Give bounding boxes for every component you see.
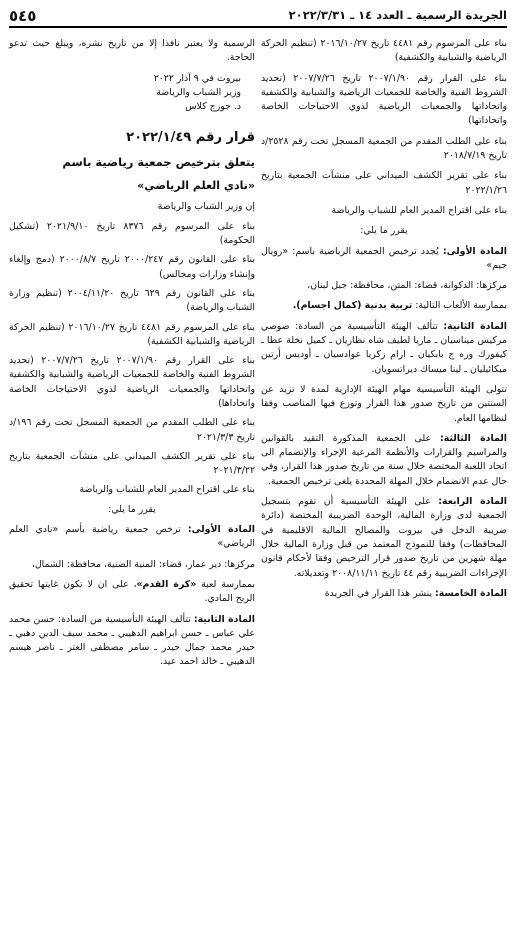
article-2-text: تتألف الهيئة التأسيسية من السادة: صوصي مركيس ميناسيان ـ ماريا لطيف شاه نظاريان ـ كميل نخلة عطا ـ كيفورك وره ج بابكيان ـ ارام زكريا عوادسيان ـ أوديس أرتين ميكائيليان ـ لينا ميساك ديراتسويان.	[261, 320, 507, 375]
article-5-continuation: الرسمية ولا يعتبر نافذا إلا من تاريخ نشره، ويبلغ حيث تدعو الحاجة.	[9, 38, 255, 64]
preamble-list	[9, 200, 255, 497]
preamble-request: بناء على الطلب المقدم من الجمعية المسجل تحت رقم ١٩٦/د تاريخ ٢٠٢١/٣/٣	[9, 417, 255, 443]
decision-title: يتعلق بترخيص جمعية رياضية باسم	[62, 155, 255, 170]
article-2	[9, 613, 255, 670]
left-column	[9, 37, 255, 676]
article-1-label: المادة الأولى:	[187, 524, 255, 536]
signature-place-date: بيروت في ٩ آذار ٢٠٢٢	[153, 72, 241, 84]
sports-intro: بممارسة الألعاب التالية:	[415, 300, 507, 312]
decides-heading: يقرر ما يلي:	[360, 225, 408, 237]
signature-title: وزير الشباب والرياضة	[156, 86, 241, 98]
signature-block	[9, 72, 255, 115]
page-header	[9, 6, 507, 28]
preamble-decision-90: بناء على القرار رقم ٢٠٠٧/١/٩٠ تاريخ ٢٠٠٧/٧/٢٦ (تحديد الشروط الفنية والخاصة للجمعيات الرياضية والشبابية والكشفية واتحاداتها والجمعيات الرياضية لذوي الاحتياجات الخاصة واتحاداها)	[9, 355, 255, 409]
article-3	[261, 432, 507, 489]
sports-note: ، على ان لا تكون غايتها تحقيق الربح المادي.	[9, 578, 255, 605]
article-1-text: يُجدد ترخيص الجمعية الرياضية باسم: «رويال جيم»	[261, 245, 507, 271]
preamble-decree-8376: بناء على المرسوم رقم ٨٣٧٦ تاريخ ٢٠٢١/٩/١٠ (تشكيل الحكومة)	[9, 220, 255, 247]
article-2-label: المادة الثانية:	[193, 613, 256, 625]
article-1-text: ترخص جمعية رياضية بأسم «نادي العلم الرياضي»	[9, 524, 255, 550]
admin-board-paragraph: تتولى الهيئة التأسيسية مهام الهيئة الإدارية لمدة لا تزيد عن السنتين من تاريخ صدور هذا القرار وتوزع فيها المناصب وفقا لنظامها العام.	[261, 383, 507, 424]
signature-name: د. جورج كلاس	[185, 101, 241, 113]
headquarters: مركزها: دير عمار، قضاء: المنية الضنية، محافظة: الشمال،	[31, 558, 255, 570]
article-2	[261, 320, 507, 377]
article-4-label: المادة الرابعة:	[438, 496, 507, 508]
article-2-label: المادة الثانية:	[443, 320, 507, 332]
article-4	[261, 495, 507, 581]
article-1-label: المادة الأولى:	[442, 245, 508, 257]
text-columns	[9, 37, 507, 676]
article-4-text: على الهيئة التأسيسية أن تقوم بتسجيل الجمعية لدى وزارة المالية، الوحدة الضريبية المختصة (دائرة ضريبة الدخل في بيروت والمصالح المالية الاقليمية في المحافظات) وفقا للنموذج المعتمد من قبل وزارة المالية خلال مهلة شهرين من تاريخ صدور قرار الترخيص وفقا لأحكام قانون الإجراءات الضريبية رقم ٤٤ تاريخ ٢٠٠٨/١١/١١ وتعديلاته.	[261, 496, 507, 579]
decides-heading: يقرر ما يلي:	[108, 503, 156, 515]
article-3-text: على الجمعية المذكورة التقيد بالقوانين والمراسيم والقرارات والأنظمة المرعية الإجراء والإنضمام الى اتحاد اللعبة المختصة خلال سنة من تاريخ صدور هذا القرار، وفي حال عدم الانضمام خلال المهلة المحددة يلغى ترخيص الجمعية.	[261, 432, 507, 487]
preamble-inspection: بناء على تقرير الكشف الميداني على منشآت الجمعية بتاريخ ٢٠٢١/٣/٢٢	[9, 450, 255, 477]
preamble-decree-4481: بناء على المرسوم رقم ٤٤٨١ تاريخ ٢٠١٦/١٠/٢٧ (تنظيم الحركة الرياضية والشبابية والكشفية)	[261, 38, 507, 64]
article-1	[261, 245, 507, 274]
preamble-proposal: بناء على اقتراح المدير العام للشباب والرياضة	[331, 204, 507, 216]
right-column	[261, 37, 507, 676]
minister-line: إن وزير الشباب والرياضة	[157, 201, 255, 213]
article-3-label: المادة الثالثة:	[440, 432, 507, 444]
preamble-law-629: بناء على القانون رقم ٦٢٩ تاريخ ٢٠٠٤/١١/٢٠ (تنظيم وزارة الشباب والرياضة)	[9, 287, 255, 314]
article-2-text: تتألف الهيئة التأسيسية من السادة: حسن محمد علي عباس ـ حسن ابراهيم الدهيبي ـ محمد سيف الدين دهبي ـ حيدر محمد جمال حيدر ـ سامر مصطفى العتر ـ ناصر هيسم الدهيبي ـ خالد احمد عيد.	[9, 613, 255, 668]
preamble-request: بناء على الطلب المقدم من الجمعية المسجل تحت رقم ٢٥٢٨/د تاريخ ٢٠١٨/٧/١٩	[261, 135, 507, 162]
article-1	[9, 523, 255, 552]
sports-practiced	[9, 578, 255, 607]
gazette-issue-title: الجريدة الرسمية ـ العدد ١٤ ـ ٢٠٢٢/٣/٣١	[288, 8, 507, 23]
preamble-inspection: بناء على تقرير الكشف الميداني على منشآت الجمعية بتاريخ ٢٠٢٢/١/٢٦	[261, 170, 507, 196]
preamble-decision-90: بناء على القرار رقم ٢٠٠٧/١/٩٠ تاريخ ٢٠٠٧/٧/٢٦ (تحديد الشروط الفنية والخاصة للجمعيات الرياضية والشبابية والكشفية واتحاداتها والجمعيات الرياضية لذوي الاحتياجات الخاصة واتحاداتها)	[261, 72, 507, 127]
sports-name: تربية بدنية (كمال اجسام).	[292, 300, 413, 312]
article-5-label: المادة الخامسة:	[435, 587, 507, 599]
decision-number: قرار رقم ٢٠٢٢/١/٤٩	[126, 130, 255, 146]
page-number: ٥٤٥	[9, 6, 37, 25]
article-5	[261, 587, 507, 601]
decision-subject: «نادي العلم الرياضي»	[137, 178, 255, 192]
sports-practiced	[261, 299, 507, 313]
sports-name: «كرة القدم»	[136, 578, 197, 590]
preamble-proposal: بناء على اقتراح المدير العام للشباب والرياضة	[79, 484, 255, 496]
preamble-law-247: بناء على القانون رقم ٢٠٠٠/٢٤٧ تاريخ ٢٠٠٠/٨/٧ (دمج وإلغاء وإنشاء وزارات ومجالس)	[9, 254, 255, 280]
article-5-text: ينشر هذا القرار في الجريدة	[324, 587, 433, 599]
preamble-decree-4481: بناء على المرسوم رقم ٤٤٨١ تاريخ ٢٠١٦/١٠/٢٧ (تنظيم الحركة الرياضية والشبابية الكشفية)	[9, 321, 255, 347]
headquarters: مركزها: الدكوانة، قضاء: المتن، محافظة: جبل لبنان،	[307, 280, 507, 292]
sports-intro: بممارسة لعبة	[201, 578, 255, 590]
